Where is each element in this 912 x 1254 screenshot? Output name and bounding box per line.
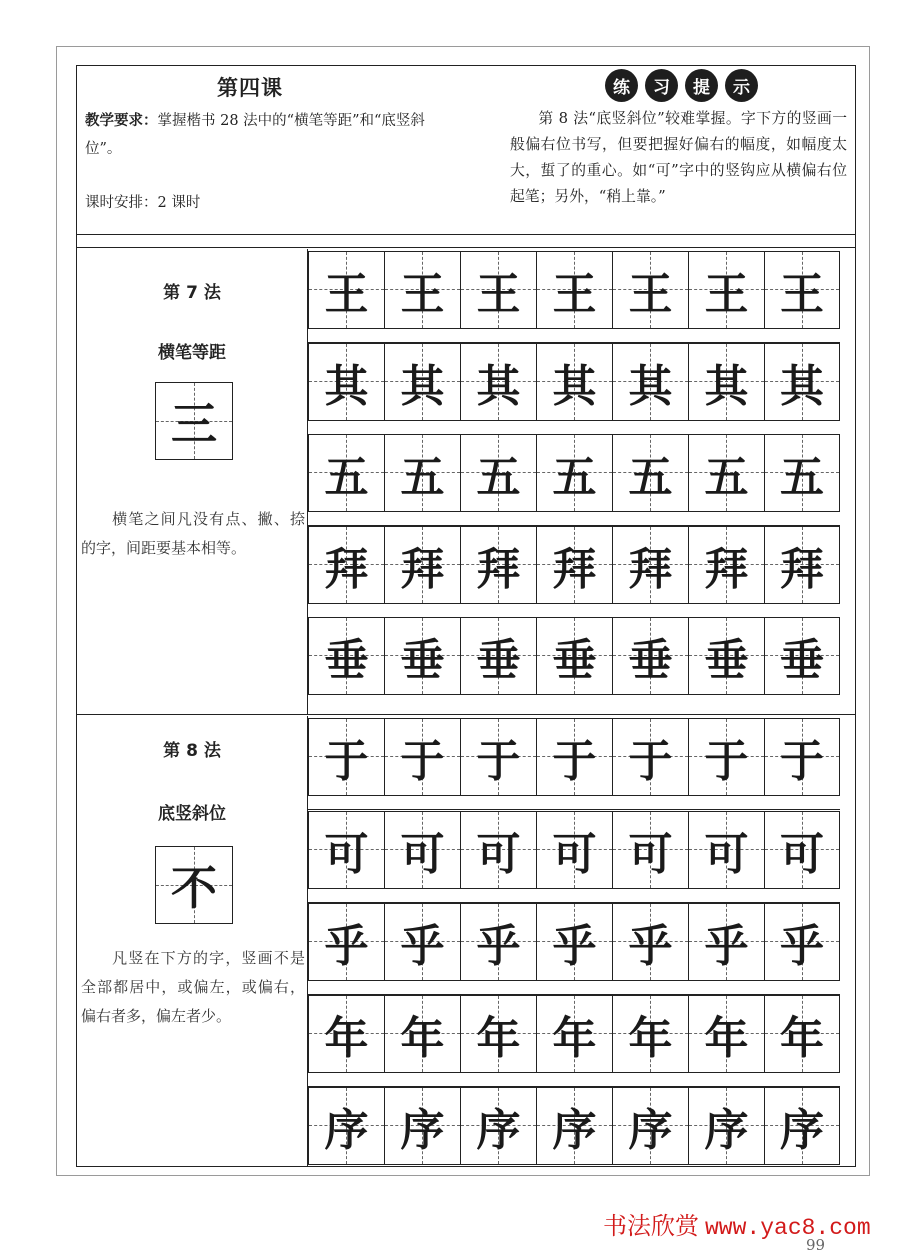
example-char-box [155, 846, 233, 924]
practice-char: 五 [628, 452, 673, 503]
practice-char: 垂 [324, 635, 369, 686]
practice-char: 于 [780, 736, 824, 787]
requirement-text: 掌握楷书 28 法中的“横笔等距”和“底竖斜位”。 [85, 113, 425, 157]
practice-char: 年 [628, 1013, 673, 1064]
practice-char: 于 [628, 736, 673, 787]
practice-char: 序 [780, 1105, 824, 1156]
practice-cell [384, 904, 460, 980]
practice-cell [536, 996, 612, 1072]
practice-cell [384, 1088, 460, 1164]
practice-char: 拜 [704, 544, 749, 595]
practice-cell [536, 618, 612, 694]
practice-cell [536, 527, 612, 603]
practice-cell [612, 252, 688, 328]
practice-cell [460, 1088, 536, 1164]
practice-char: 乎 [780, 921, 824, 972]
practice-cell [688, 435, 764, 511]
practice-char: 拜 [476, 544, 521, 595]
example-char: 不 [171, 861, 217, 915]
practice-char: 五 [324, 452, 369, 503]
practice-cell [460, 812, 536, 888]
rule-info-panel [77, 249, 308, 714]
practice-char: 垂 [552, 635, 597, 686]
practice-char: 年 [704, 1013, 749, 1064]
tips-badge: 提 [685, 69, 718, 102]
practice-cell [764, 618, 840, 694]
practice-cell [764, 996, 840, 1072]
practice-char: 拜 [324, 544, 369, 595]
practice-char: 五 [780, 452, 824, 503]
practice-cell [536, 435, 612, 511]
rule-name: 横笔等距 [158, 343, 226, 363]
practice-char: 于 [704, 736, 749, 787]
class-schedule [85, 191, 200, 212]
tips-badge: 示 [725, 69, 758, 102]
practice-cell [612, 719, 688, 795]
practice-row [308, 343, 840, 421]
practice-cell [308, 344, 384, 420]
practice-char: 可 [628, 829, 673, 880]
tips-badge: 练 [605, 69, 638, 102]
practice-char: 五 [552, 452, 597, 503]
teaching-requirement [85, 107, 430, 163]
practice-char: 序 [704, 1105, 749, 1156]
practice-cell [308, 904, 384, 980]
practice-cell [384, 996, 460, 1072]
practice-char: 年 [476, 1013, 521, 1064]
practice-row [308, 995, 840, 1073]
practice-cell [308, 719, 384, 795]
practice-cell [308, 996, 384, 1072]
practice-row [308, 526, 840, 604]
practice-char: 序 [324, 1105, 369, 1156]
practice-char: 王 [552, 269, 597, 320]
practice-cell [612, 618, 688, 694]
practice-cell [688, 719, 764, 795]
page-number: 99 [806, 1236, 826, 1254]
practice-char: 其 [324, 361, 369, 412]
practice-cell [536, 719, 612, 795]
practice-cell [536, 1088, 612, 1164]
practice-char: 乎 [704, 921, 749, 972]
practice-char: 王 [324, 269, 369, 320]
practice-cell [384, 618, 460, 694]
tips-paragraph: 第 8 法“底竖斜位”较难掌握。字下方的竖画一般偏右位书写，但要把握好偏右的幅度，如幅度太大，蜇了的重心。如“可”字中的竖钩应从横偏右位起笔；另外，“稍上靠。” [510, 110, 847, 205]
practice-char: 年 [400, 1013, 445, 1064]
practice-char: 其 [552, 361, 597, 412]
rule-section-7 [77, 249, 855, 714]
example-char: 三 [171, 397, 217, 451]
practice-char: 可 [400, 829, 445, 880]
practice-cell [764, 344, 840, 420]
practice-char: 王 [704, 269, 749, 320]
rule-number: 第 8 法 [163, 741, 221, 761]
practice-char: 序 [628, 1105, 673, 1156]
practice-char: 拜 [400, 544, 445, 595]
practice-cell [688, 527, 764, 603]
lesson-frame [76, 65, 856, 1167]
practice-char: 年 [780, 1013, 824, 1064]
practice-tips-text [510, 106, 847, 210]
schedule-label: 课时安排： [85, 195, 158, 211]
practice-cell [612, 1088, 688, 1164]
practice-char: 拜 [780, 544, 824, 595]
practice-cell [384, 344, 460, 420]
practice-cell [460, 344, 536, 420]
practice-row [308, 903, 840, 981]
practice-cell [612, 904, 688, 980]
practice-cell [764, 1088, 840, 1164]
practice-cell [460, 618, 536, 694]
schedule-text: 2 课时 [157, 195, 201, 211]
practice-char: 其 [400, 361, 445, 412]
practice-cell [612, 435, 688, 511]
practice-char: 于 [400, 736, 445, 787]
watermark [603, 1206, 871, 1241]
practice-row [308, 811, 840, 889]
practice-cell [688, 812, 764, 888]
example-char-box [155, 382, 233, 460]
row-separator [308, 809, 840, 810]
requirement-label: 教学要求： [85, 113, 158, 129]
practice-char: 垂 [704, 635, 749, 686]
practice-cell [384, 812, 460, 888]
practice-char: 王 [476, 269, 521, 320]
practice-char: 乎 [324, 921, 369, 972]
rule-description: 横笔之间凡没有点、撇、捺的字，间距要基本相等。 [81, 510, 305, 557]
practice-cell [612, 344, 688, 420]
practice-cell [460, 435, 536, 511]
rule-section-8 [77, 716, 855, 1166]
practice-char: 五 [476, 452, 521, 503]
rule-number: 第 7 法 [163, 283, 221, 303]
practice-char: 其 [628, 361, 673, 412]
practice-char: 于 [324, 736, 369, 787]
practice-cell [536, 344, 612, 420]
rule-name: 底竖斜位 [158, 804, 226, 824]
practice-char: 王 [400, 269, 445, 320]
practice-cell [764, 812, 840, 888]
practice-char: 乎 [628, 921, 673, 972]
practice-char: 可 [704, 829, 749, 880]
practice-char: 可 [476, 829, 521, 880]
practice-char: 五 [400, 452, 445, 503]
practice-cell [536, 904, 612, 980]
practice-char: 可 [552, 829, 597, 880]
practice-char: 垂 [628, 635, 673, 686]
practice-cell [308, 252, 384, 328]
practice-cell [460, 527, 536, 603]
practice-char: 可 [780, 829, 824, 880]
practice-cell [384, 527, 460, 603]
practice-row [308, 1087, 840, 1165]
practice-cell [384, 719, 460, 795]
practice-cell [688, 252, 764, 328]
practice-char: 年 [552, 1013, 597, 1064]
practice-row [308, 251, 840, 329]
practice-char: 序 [476, 1105, 521, 1156]
practice-cell [460, 996, 536, 1072]
practice-char: 乎 [400, 921, 445, 972]
practice-cell [688, 1088, 764, 1164]
practice-char: 垂 [780, 635, 824, 686]
practice-row [308, 718, 840, 796]
practice-cell [688, 996, 764, 1072]
practice-cell [688, 344, 764, 420]
practice-char: 其 [476, 361, 521, 412]
practice-char: 序 [552, 1105, 597, 1156]
practice-cell [764, 527, 840, 603]
practice-cell [612, 996, 688, 1072]
divider [77, 247, 855, 248]
practice-char: 拜 [628, 544, 673, 595]
practice-cell [764, 719, 840, 795]
practice-cell [764, 252, 840, 328]
tips-badge: 习 [645, 69, 678, 102]
practice-char: 年 [324, 1013, 369, 1064]
practice-cell [308, 618, 384, 694]
practice-tips-heading [605, 69, 758, 102]
lesson-title: 第四课 [217, 76, 283, 100]
practice-cell [612, 812, 688, 888]
practice-cell [460, 252, 536, 328]
watermark-url[interactable]: www.yac8.com [705, 1215, 871, 1241]
practice-cell [536, 252, 612, 328]
rule-description: 凡竖在下方的字，竖画不是全部都居中，或偏左，或偏右，偏右者多，偏左者少。 [81, 949, 305, 1025]
practice-char: 于 [552, 736, 597, 787]
practice-cell [764, 435, 840, 511]
practice-char: 其 [704, 361, 749, 412]
practice-cell [308, 1088, 384, 1164]
practice-char: 拜 [552, 544, 597, 595]
practice-char: 其 [780, 361, 824, 412]
practice-char: 乎 [552, 921, 597, 972]
practice-char: 垂 [476, 635, 521, 686]
divider [77, 714, 855, 715]
practice-cell [308, 527, 384, 603]
lesson-header [77, 66, 855, 235]
practice-char: 可 [324, 829, 369, 880]
practice-cell [688, 904, 764, 980]
practice-row [308, 434, 840, 512]
practice-char: 于 [476, 736, 521, 787]
practice-char: 王 [628, 269, 673, 320]
practice-cell [764, 904, 840, 980]
practice-char: 乎 [476, 921, 521, 972]
practice-cell [384, 435, 460, 511]
practice-char: 五 [704, 452, 749, 503]
practice-cell [460, 904, 536, 980]
practice-cell [384, 252, 460, 328]
practice-cell [612, 527, 688, 603]
practice-cell [308, 435, 384, 511]
practice-row [308, 617, 840, 695]
practice-cell [536, 812, 612, 888]
rule-info-panel [77, 716, 308, 1166]
practice-char: 序 [400, 1105, 445, 1156]
practice-char: 王 [780, 269, 824, 320]
practice-cell [460, 719, 536, 795]
practice-cell [688, 618, 764, 694]
watermark-text: 书法欣赏 [603, 1212, 699, 1240]
practice-cell [308, 812, 384, 888]
practice-char: 垂 [400, 635, 445, 686]
